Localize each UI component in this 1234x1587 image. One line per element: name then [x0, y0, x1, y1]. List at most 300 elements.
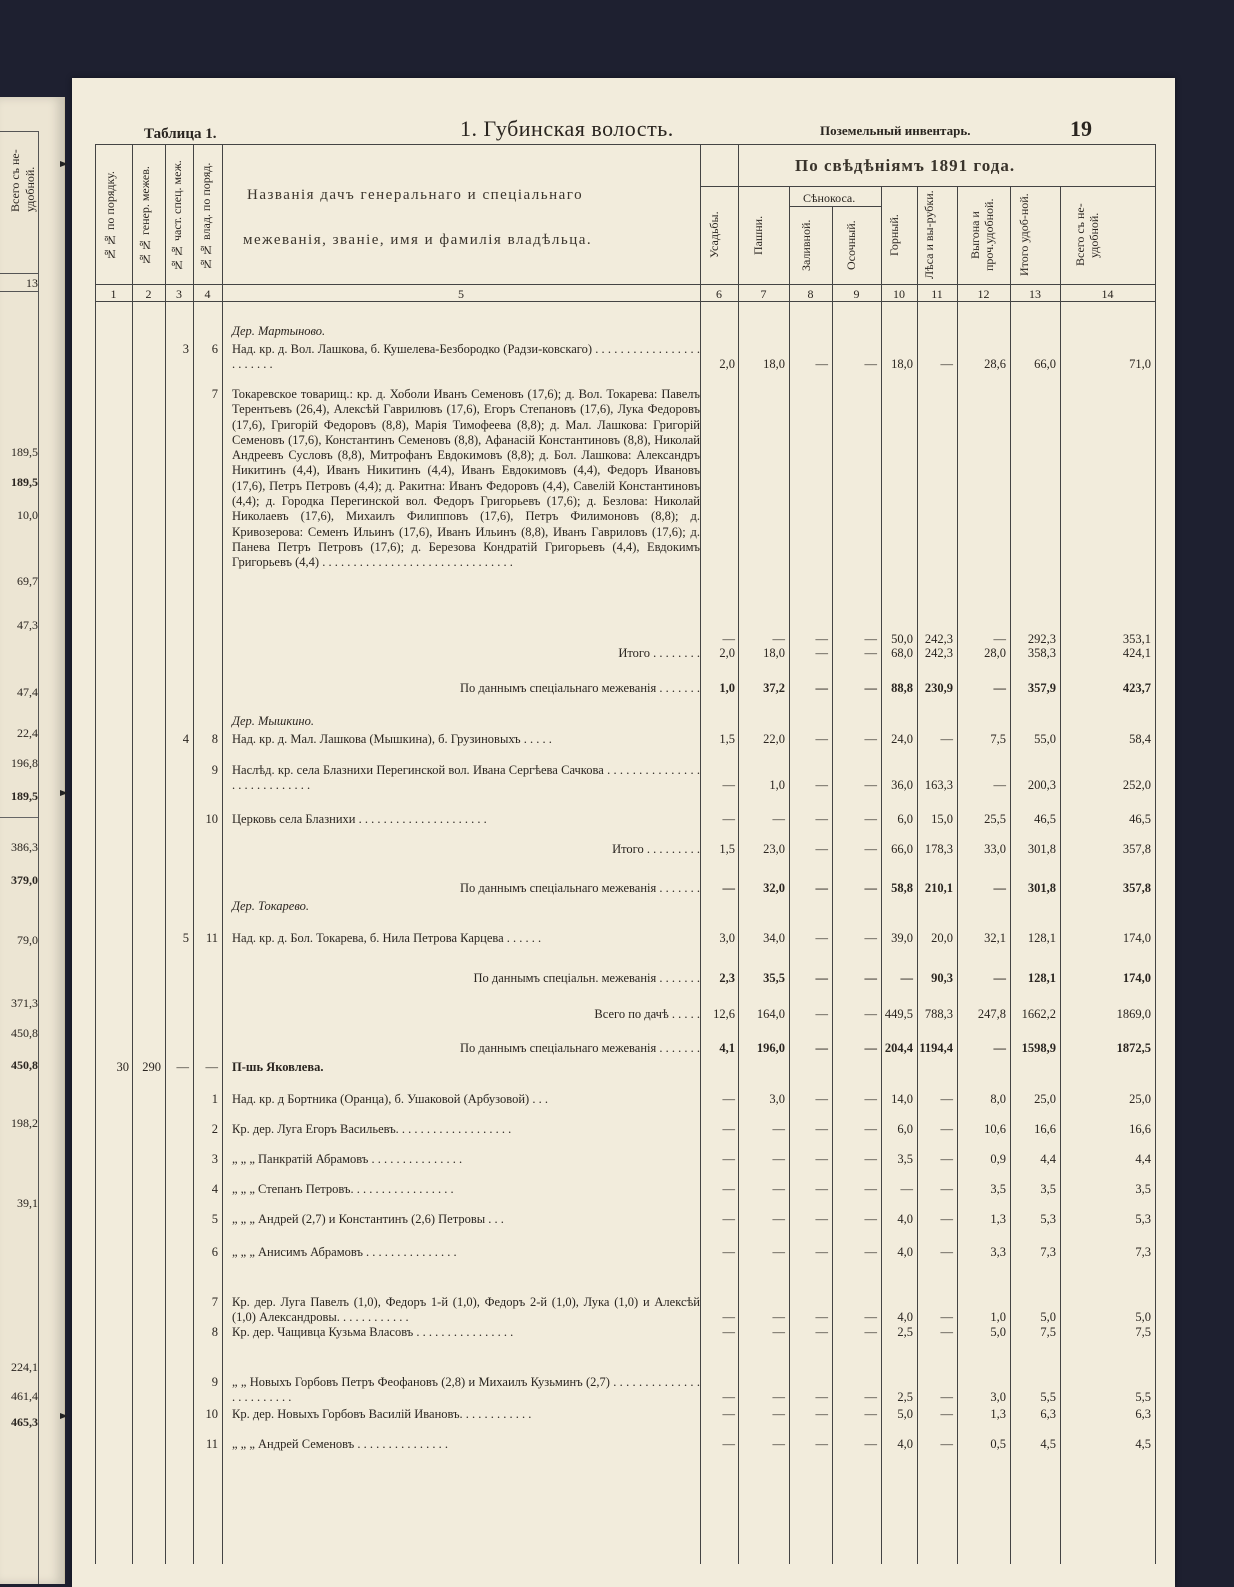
row-value: 252,0	[1122, 778, 1151, 793]
row-value: 39,0	[891, 931, 913, 945]
left-value: 450,8	[11, 1026, 38, 1040]
row-value: 3,5	[1040, 1182, 1056, 1196]
row-name: Над. кр. д. Мал. Лашкова (Мышкина), б. Грузиновыхъ . . . . .	[232, 732, 552, 746]
left-value: 198,2	[11, 1116, 38, 1130]
row-value: —	[815, 1041, 828, 1055]
row-value: 3,0	[990, 1390, 1006, 1405]
table-top-border	[95, 144, 1155, 145]
row-value: 1,5	[719, 842, 735, 856]
left-page-fragment	[0, 97, 65, 1584]
row-value: —	[722, 631, 735, 646]
row-value: 7,5	[1040, 1325, 1056, 1339]
row-value: —	[940, 1092, 953, 1106]
row-value: 71,0	[1129, 357, 1151, 372]
row-value: 4,0	[897, 1245, 913, 1259]
header-c10: Горный.	[887, 214, 901, 256]
row-value: —	[940, 732, 953, 746]
row-value: —	[864, 646, 877, 660]
row-name: „ „ „ Андрей Семеновъ . . . . . . . . . . . . . . .	[232, 1437, 448, 1451]
col-line	[193, 144, 194, 1564]
row-name: П-шь Яковлева.	[232, 1060, 324, 1074]
row-value: —	[940, 1245, 953, 1259]
left-value: 224,1	[11, 1360, 38, 1374]
left-value: 22,4	[17, 726, 38, 740]
binding-stitch-icon	[60, 1410, 72, 1420]
row-value: 50,0	[891, 631, 913, 646]
col-line	[95, 144, 96, 1564]
header-col3: №№ част. спец. меж.	[170, 160, 184, 273]
row-name: Дер. Мышкино.	[232, 714, 314, 728]
row-value: —	[772, 1122, 785, 1136]
row-value: —	[864, 357, 877, 372]
row-value: 128,1	[1027, 971, 1056, 985]
row-value: 353,1	[1122, 631, 1151, 646]
row-value: 4,1	[719, 1041, 735, 1055]
row-value: 5,3	[1040, 1212, 1056, 1226]
land-inventory-table	[95, 144, 1155, 1564]
row-value: 204,4	[884, 1041, 913, 1055]
left-value: 371,3	[11, 996, 38, 1010]
row-value: 1,0	[990, 1310, 1006, 1325]
row-c2: 290	[142, 1060, 161, 1074]
row-value: 1,5	[719, 732, 735, 746]
row-value: 22,0	[763, 732, 785, 746]
row-value: 8,0	[990, 1092, 1006, 1106]
row-value: 2,3	[719, 971, 735, 985]
row-value: 34,0	[763, 931, 785, 945]
row-value: 4,0	[897, 1310, 913, 1325]
row-c3: —	[176, 1060, 189, 1074]
row-name: Кр. дер. Чащивца Кузьма Власовъ . . . . . . . . . . . . . . . .	[232, 1325, 514, 1339]
row-value: 33,0	[984, 842, 1006, 856]
row-value: 28,0	[984, 646, 1006, 660]
row-value: —	[815, 1182, 828, 1196]
row-value: 1869,0	[1116, 1007, 1151, 1021]
row-value: 15,0	[931, 812, 953, 826]
row-value: 88,8	[891, 681, 913, 695]
row-value: 788,3	[924, 1007, 953, 1021]
col-line	[1060, 186, 1061, 1564]
row-value: —	[722, 1092, 735, 1106]
senokos-divider	[789, 206, 881, 207]
row-value: —	[815, 881, 828, 895]
row-value: —	[940, 1212, 953, 1226]
row-c3: 3	[182, 342, 189, 356]
row-value: 28,6	[984, 357, 1006, 372]
left-page-divider	[0, 817, 38, 818]
row-value: —	[940, 1407, 953, 1421]
left-value: 386,3	[11, 840, 38, 854]
row-name: „ „ „ Панкратій Абрамовъ . . . . . . . . . . . . . . .	[232, 1152, 463, 1166]
row-value: —	[722, 1310, 735, 1325]
row-value: 449,5	[884, 1007, 913, 1021]
row-value: —	[815, 1310, 828, 1325]
row-value: 12,6	[713, 1007, 735, 1021]
row-value: 18,0	[891, 357, 913, 372]
row-value: 4,5	[1135, 1437, 1151, 1451]
row-value: —	[722, 1407, 735, 1421]
row-c4: 9	[211, 763, 218, 777]
row-value: —	[940, 357, 953, 372]
left-value: 47,3	[17, 618, 38, 632]
row-value: —	[815, 631, 828, 646]
colnum-7: 7	[760, 287, 767, 301]
row-c4: 6	[211, 1245, 218, 1259]
row-value: —	[722, 778, 735, 793]
row-c4: 10	[205, 1407, 218, 1421]
row-value: 16,6	[1034, 1122, 1056, 1136]
row-value: —	[772, 1325, 785, 1339]
row-c1: 30	[116, 1060, 129, 1074]
row-value: 3,5	[1135, 1182, 1151, 1196]
row-value: —	[815, 842, 828, 856]
colnum-5: 5	[458, 287, 464, 301]
row-value: —	[722, 1122, 735, 1136]
row-value: 7,3	[1040, 1245, 1056, 1259]
row-value: —	[864, 971, 877, 985]
row-value: —	[993, 631, 1006, 646]
row-value: —	[864, 631, 877, 646]
row-value: 5,0	[897, 1407, 913, 1421]
colnum-2: 2	[145, 287, 152, 301]
row-value: 196,0	[756, 1041, 785, 1055]
row-value: 6,0	[897, 1122, 913, 1136]
row-name: Итого . . . . . . . .	[618, 646, 700, 660]
row-value: 36,0	[891, 778, 913, 793]
colnum-12: 12	[977, 287, 990, 301]
row-value: —	[815, 1122, 828, 1136]
row-c4: 11	[205, 1437, 218, 1451]
row-c4: 6	[211, 342, 218, 356]
row-value: 2,0	[719, 357, 735, 372]
row-value: 3,5	[990, 1182, 1006, 1196]
page-number: 19	[1070, 116, 1092, 141]
row-c4: 3	[211, 1152, 218, 1166]
row-value: 32,1	[984, 931, 1006, 945]
row-name: Церковь села Блазнихи . . . . . . . . . . . . . . . . . . . . .	[232, 812, 487, 826]
left-value: 79,0	[17, 933, 38, 947]
row-value: 5,3	[1135, 1212, 1151, 1226]
row-value: 7,3	[1135, 1245, 1151, 1259]
header-group-1891: По свѣдѣніямъ 1891 года.	[795, 156, 1016, 175]
row-value: 301,8	[1027, 842, 1056, 856]
col-line	[881, 186, 882, 1564]
row-value: 3,0	[769, 1092, 785, 1106]
row-value: 2,0	[719, 646, 735, 660]
row-name: Токаревское товарищ.: кр. д. Хоболи Иванъ Семеновъ (17,6); д. Вол. Токарева: Павелъ Терентьевъ (26,4), Алексѣй Гаврилювъ (17,6), Егоръ Степановъ (17,6), Лука Федоровъ (17,6), Григорій Федоровъ (8,8), Марія Тимофеева (8,8); д. Мал. Лашкова: Григорій Семеновъ (17,6), Константинъ Семеновъ (8,8), Афанасій Константиновъ (8,8), Николай Андреевъ Сусловъ (8,8), Митрофанъ Евдокимовъ (8,8); д. Бол. Лашкова: Александръ Никитинъ (4,4), Иванъ Никитинъ (4,4), Иванъ Евдокимовъ (4,4), Федоръ Ивановъ (17,6), Петръ Петровъ (4,4); д. Ракитна: Иванъ Федоровъ (4,4), Савелій Константиновъ (4,4); д. Городка Перегинской вол. Федоръ Григорьевъ (17,6); д. Безлова: Николай Николаевъ (17,6), Михаилъ Филипповъ (17,6), Петръ Филимоновъ (8,8); д. Кривозерова: Семенъ Ильинъ (17,6), Иванъ Ильинъ (8,8), Иванъ Гавриловъ (17,6); д. Панева Петръ Петровъ (17,6); д. Березова Кондратій Григорьевъ (4,4), Евдокимъ Григорьевъ (4,4) . . . . . . . . . . . . . . . . . . . . . . . . . . . . . . .	[232, 387, 700, 570]
row-value: —	[940, 1152, 953, 1166]
row-value: —	[722, 1390, 735, 1405]
row-name: Кр. дер. Новыхъ Горбовъ Василій Ивановъ. . . . . . . . . . . .	[232, 1407, 532, 1421]
row-value: —	[772, 1407, 785, 1421]
row-value: 58,4	[1129, 732, 1151, 746]
row-value: —	[864, 1152, 877, 1166]
row-name: Над. кр. д. Бол. Токарева, б. Нила Петрова Карцева . . . . . .	[232, 931, 542, 945]
row-name: По даннымъ спеціальнаго межеванія . . . . . . .	[460, 1041, 700, 1055]
row-value: 25,0	[1034, 1092, 1056, 1106]
colnum-4: 4	[204, 287, 211, 301]
row-value: —	[864, 842, 877, 856]
row-name: Над. кр. д Бортника (Оранца), б. Ушаковой (Арбузовой) . . .	[232, 1092, 548, 1106]
row-value: 178,3	[924, 842, 953, 856]
running-head: Поземельный инвентарь.	[820, 123, 971, 138]
left-page-column-line	[38, 131, 39, 1584]
row-value: 4,4	[1135, 1152, 1151, 1166]
binding-stitch-icon	[60, 787, 72, 797]
row-value: —	[864, 881, 877, 895]
left-value: 189,5	[11, 445, 38, 459]
row-value: —	[722, 1437, 735, 1451]
row-value: 1194,4	[919, 1041, 953, 1055]
row-value: 6,3	[1040, 1407, 1056, 1421]
header-c7: Пашни.	[751, 215, 765, 255]
row-c4: 4	[211, 1182, 218, 1196]
row-value: 3,5	[897, 1152, 913, 1166]
row-c4: 9	[211, 1375, 218, 1389]
row-value: —	[940, 1182, 953, 1196]
row-value: 3,0	[719, 931, 735, 945]
row-value: 0,9	[990, 1152, 1006, 1166]
row-value: 357,8	[1122, 842, 1151, 856]
row-c4: 11	[205, 931, 218, 945]
row-value: —	[864, 1007, 877, 1021]
row-value: —	[993, 971, 1006, 985]
row-c4: 10	[205, 812, 218, 826]
row-value: 5,5	[1135, 1390, 1151, 1405]
row-name: Кр. дер. Луга Павелъ (1,0), Федоръ 1-й (1,0), Федоръ 2-й (1,0), Лука (1,0) и Алексѣй (1,0) Александровы. . . . . . . . . . . .	[232, 1295, 700, 1325]
row-value: —	[815, 1245, 828, 1259]
row-value: —	[940, 1310, 953, 1325]
row-value: —	[772, 812, 785, 826]
row-value: 424,1	[1122, 646, 1151, 660]
row-value: —	[815, 1437, 828, 1451]
row-c3: 4	[182, 732, 189, 746]
row-value: —	[772, 1245, 785, 1259]
row-name: „ „ Новыхъ Горбовъ Петръ Феофановъ (2,8) и Михаилъ Кузьминъ (2,7) . . . . . . . . . . . . . . . . . . . . . . . .	[232, 1375, 700, 1405]
colnum-9: 9	[853, 287, 860, 301]
row-value: 14,0	[891, 1092, 913, 1106]
row-value: 358,3	[1027, 646, 1056, 660]
row-value: 2,5	[897, 1390, 913, 1405]
row-value: —	[722, 1182, 735, 1196]
row-value: —	[864, 1325, 877, 1339]
document-page	[72, 78, 1175, 1587]
row-value: —	[993, 1041, 1006, 1055]
row-value: 58,8	[891, 881, 913, 895]
left-page-header: Всего съ не-удобной.	[8, 149, 37, 212]
row-value: —	[772, 1182, 785, 1196]
header-col5-line2: межеванія, званіе, имя и фамилія владѣльца.	[243, 232, 593, 248]
row-value: —	[722, 1152, 735, 1166]
row-value: 66,0	[1034, 357, 1056, 372]
header-c14: Всего съ не-удобной.	[1073, 203, 1101, 267]
row-value: —	[864, 1182, 877, 1196]
row-value: 174,0	[1122, 931, 1151, 945]
row-value: 10,6	[984, 1122, 1006, 1136]
row-value: —	[940, 1122, 953, 1136]
row-value: —	[993, 881, 1006, 895]
row-value: 2,5	[897, 1325, 913, 1339]
row-value: —	[864, 1122, 877, 1136]
colnum-13: 13	[1029, 287, 1041, 301]
row-value: 35,5	[763, 971, 785, 985]
header-c13: Итого удоб-ной.	[1017, 193, 1031, 277]
row-name: „ „ „ Степанъ Петровъ. . . . . . . . . . . . . . . . .	[232, 1182, 454, 1196]
row-value: 4,4	[1040, 1152, 1056, 1166]
row-value: —	[864, 1041, 877, 1055]
row-value: —	[864, 1212, 877, 1226]
row-value: 5,5	[1040, 1390, 1056, 1405]
row-value: 247,8	[977, 1007, 1006, 1021]
row-value: —	[722, 812, 735, 826]
row-name: „ „ „ Андрей (2,7) и Константинъ (2,6) Петровы . . .	[232, 1212, 504, 1226]
row-value: —	[722, 1325, 735, 1339]
header-col1: №№ по порядку.	[103, 171, 117, 262]
col-line	[132, 144, 133, 1564]
colnum-14: 14	[1101, 287, 1114, 301]
col-line	[1155, 144, 1156, 1564]
row-value: —	[815, 1212, 828, 1226]
row-name: По даннымъ спеціальнаго межеванія . . . . . . .	[460, 881, 700, 895]
row-value: —	[864, 1092, 877, 1106]
row-value: 5,0	[990, 1325, 1006, 1339]
row-value: —	[864, 1437, 877, 1451]
row-value: 128,1	[1027, 931, 1056, 945]
header-bottom-border	[95, 284, 1155, 285]
left-page-header-line	[0, 131, 38, 132]
row-value: 242,3	[924, 631, 953, 646]
row-value: 210,1	[924, 881, 953, 895]
row-c4: 8	[211, 1325, 218, 1339]
row-value: —	[815, 1092, 828, 1106]
row-value: 242,3	[924, 646, 953, 660]
row-value: 6,0	[897, 812, 913, 826]
row-name: Кр. дер. Луга Егоръ Васильевъ. . . . . . . . . . . . . . . . . . .	[232, 1122, 512, 1136]
row-value: —	[772, 1437, 785, 1451]
header-col4: №№ влад. по поряд.	[199, 162, 213, 271]
row-value: —	[864, 1245, 877, 1259]
row-value: 230,9	[924, 681, 953, 695]
row-value: —	[772, 631, 785, 646]
left-value: 189,5	[11, 789, 38, 803]
row-value: —	[722, 1212, 735, 1226]
row-value: 1,0	[719, 681, 735, 695]
colnum-10: 10	[893, 287, 905, 301]
left-page-header-line	[0, 291, 38, 292]
row-name: По даннымъ спеціальнаго межеванія . . . . . . .	[460, 681, 700, 695]
row-value: —	[864, 1310, 877, 1325]
row-value: 18,0	[763, 646, 785, 660]
binding-stitch-icon	[60, 158, 72, 168]
row-value: 7,5	[1135, 1325, 1151, 1339]
row-c4: 7	[211, 1295, 218, 1309]
row-value: 1598,9	[1021, 1041, 1056, 1055]
row-value: 164,0	[756, 1007, 785, 1021]
row-value: 301,8	[1027, 881, 1056, 895]
header-c8: Заливной.	[799, 219, 813, 271]
row-value: —	[815, 1407, 828, 1421]
row-value: —	[900, 1182, 913, 1196]
row-value: 4,0	[897, 1437, 913, 1451]
row-value: —	[815, 646, 828, 660]
row-value: —	[722, 1245, 735, 1259]
row-value: —	[993, 681, 1006, 695]
row-value: —	[940, 1325, 953, 1339]
row-value: 1,3	[990, 1212, 1006, 1226]
row-value: —	[772, 1310, 785, 1325]
row-c4: 8	[211, 732, 218, 746]
section-title: 1. Губинская волость.	[460, 116, 674, 141]
colnum-8: 8	[807, 287, 814, 301]
col-line	[222, 144, 223, 1564]
row-name: „ „ „ Анисимъ Абрамовъ . . . . . . . . . . . . . . .	[232, 1245, 457, 1259]
row-value: 24,0	[891, 732, 913, 746]
row-value: 46,5	[1034, 812, 1056, 826]
row-value: —	[864, 1407, 877, 1421]
row-c3: 5	[182, 931, 189, 945]
row-value: —	[940, 1437, 953, 1451]
row-name: По даннымъ спеціальн. межеванія . . . . . . .	[473, 971, 700, 985]
row-value: 0,5	[990, 1437, 1006, 1451]
row-value: 292,3	[1027, 631, 1056, 646]
row-value: —	[900, 971, 913, 985]
left-value: 450,8	[11, 1058, 38, 1072]
row-value: 37,2	[763, 681, 785, 695]
row-value: 1662,2	[1021, 1007, 1056, 1021]
row-value: 7,5	[990, 732, 1006, 746]
row-value: —	[940, 1390, 953, 1405]
col-line	[957, 186, 958, 1564]
row-name: Дер. Мартыново.	[232, 324, 326, 338]
row-value: 163,3	[924, 778, 953, 793]
header-c6: Усадьбы.	[707, 211, 721, 259]
row-value: —	[864, 931, 877, 945]
colnum-6: 6	[716, 287, 722, 301]
left-page-header-line	[0, 273, 38, 274]
row-value: —	[772, 1152, 785, 1166]
col-line	[1010, 186, 1011, 1564]
group-header-divider	[700, 186, 1155, 187]
row-value: —	[864, 732, 877, 746]
row-value: 1,3	[990, 1407, 1006, 1421]
row-value: 25,5	[984, 812, 1006, 826]
header-c9: Осочный.	[844, 220, 858, 270]
row-value: —	[772, 1390, 785, 1405]
row-value: 68,0	[891, 646, 913, 660]
row-value: —	[815, 681, 828, 695]
left-value: 465,3	[11, 1415, 38, 1429]
row-value: 4,0	[897, 1212, 913, 1226]
row-value: —	[815, 1325, 828, 1339]
row-c4: 1	[211, 1092, 218, 1106]
left-value: 39,1	[17, 1196, 38, 1210]
row-value: 66,0	[891, 842, 913, 856]
row-value: —	[815, 357, 828, 372]
row-value: 90,3	[931, 971, 953, 985]
row-c4: —	[205, 1060, 218, 1074]
colnum-3: 3	[176, 287, 182, 301]
row-value: —	[864, 1390, 877, 1405]
col-line	[789, 186, 790, 1564]
header-col2: №№ генер. межев.	[138, 166, 152, 267]
row-value: —	[815, 1007, 828, 1021]
row-value: —	[993, 778, 1006, 793]
colnum-1: 1	[110, 287, 117, 301]
row-value: —	[815, 812, 828, 826]
col-line	[917, 186, 918, 1564]
left-page-col-num: 13	[26, 276, 38, 290]
header-c11: Лѣса и вы-рубки.	[922, 190, 936, 280]
